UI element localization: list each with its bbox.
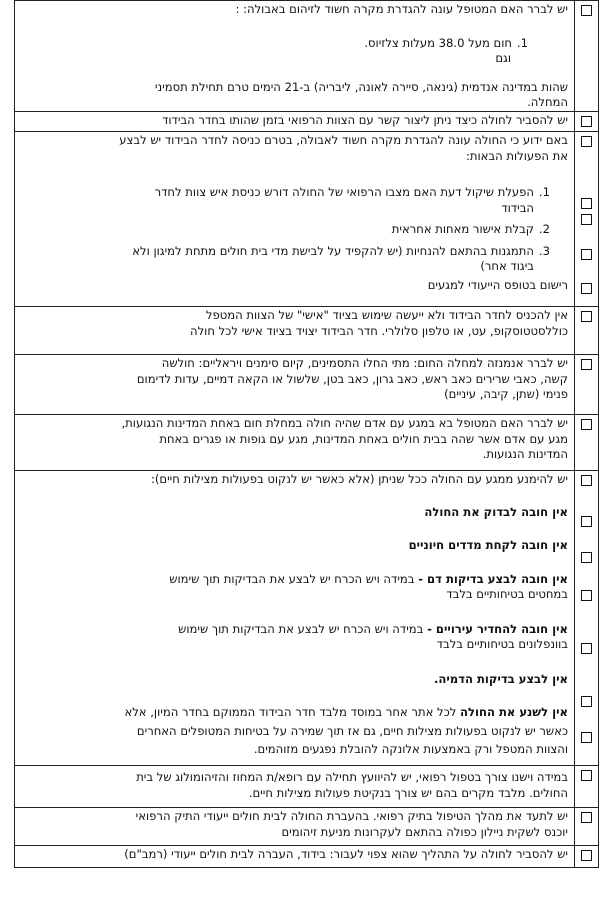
rule-bold: אין לשנע את החולה bbox=[460, 705, 568, 719]
row-text bbox=[15, 355, 575, 415]
rule-line bbox=[21, 505, 568, 521]
checklist-row bbox=[15, 307, 599, 355]
checkbox-cell bbox=[575, 132, 599, 307]
rule-line bbox=[21, 672, 568, 688]
text-line: יש לברר האם המטופל בא במגע עם אדם שהיה חולה במחלת חום באחת המדינות הנגועות, bbox=[121, 416, 568, 430]
text-line: שהות במדינה אנדמית (גינאה, סיירה לאונה, ליבריה) ב-21 הימים טרם תחילת תסמיני bbox=[154, 79, 568, 94]
checkbox[interactable] bbox=[581, 116, 592, 127]
text-line: פנימי (שתן, קיבה, עיניים) bbox=[444, 387, 568, 401]
rule-line bbox=[21, 538, 568, 554]
checklist-row bbox=[15, 415, 599, 471]
checkbox-cell bbox=[575, 307, 599, 355]
checkbox-cell bbox=[575, 808, 599, 846]
text-line: יש לברר האם המטופל עונה להגדרת מקרה חשוד לזיהום באבולה: : bbox=[235, 2, 568, 16]
checklist-row bbox=[15, 355, 599, 415]
text-line: יש להימנע ממגע עם החולה ככל שניתן (אלא כאשר יש לנקוט בפעולות מצילות חיים): bbox=[150, 472, 568, 486]
rule-line: והצוות המטפל ורק באמצעות אלונקה להובלת נפגעים מזוהמים. bbox=[253, 742, 568, 756]
step-line: ביגוד אחר) bbox=[480, 259, 534, 273]
rule-line: במחטים בטיחותיים בלבד bbox=[446, 587, 568, 601]
checkbox-cell bbox=[575, 111, 599, 132]
text-line: באם ידוע כי החולה עונה להגדרת מקרה חשוד לאבולה, בטרם כניסה לחדר הבידוד יש לבצע bbox=[119, 133, 568, 147]
text-line: את הפעולות הבאות: bbox=[465, 148, 568, 163]
checkbox[interactable] bbox=[581, 5, 592, 16]
checkbox[interactable] bbox=[581, 590, 592, 601]
text-line: יש להסביר לחולה על התהליך שהוא צפוי לעבור: בידוד, העברה לבית חולים ייעודי (רמב"ם) bbox=[124, 847, 568, 861]
text-line: המחלה. bbox=[527, 95, 568, 109]
step-line: הבידוד bbox=[501, 200, 534, 215]
checkbox[interactable] bbox=[581, 696, 592, 707]
checklist-row bbox=[15, 471, 599, 766]
checkbox[interactable] bbox=[581, 419, 592, 430]
text-line: אין להכניס לחדר הבידוד ולא ייעשה שימוש בציוד "אישי" של הצוות המטפל bbox=[205, 308, 568, 322]
checklist-row bbox=[15, 111, 599, 132]
step-line: 3.התמגנות בהתאם להנחיות (יש להקפיד על לבישת מדי בית חולים מתחת למיגון ולא bbox=[132, 243, 550, 258]
text-line: יש לברר אנמנזה למחלה החום: מתי החלו התסמינים, קיום סימנים ויראליים: חולשה bbox=[161, 356, 568, 370]
checkbox[interactable] bbox=[581, 770, 592, 781]
text-line: יוכנס לשקית ניילון כפולה בהתאם לעקרונות מניעת זיהומים bbox=[281, 824, 568, 839]
checkbox[interactable] bbox=[581, 732, 592, 743]
checkbox[interactable] bbox=[581, 643, 592, 654]
row-text bbox=[15, 766, 575, 808]
rule-bold: אין חובה לבצע בדיקות דם - bbox=[418, 571, 568, 586]
step-line: 1.הפעלת שיקול דעת האם מצבו הרפואי של החולה דורש כניסת איש צוות לחדר bbox=[154, 185, 550, 199]
checkbox[interactable] bbox=[581, 198, 592, 209]
list-number: 2. bbox=[538, 222, 550, 236]
checkbox-cell bbox=[575, 471, 599, 766]
rule-line: בוונפלונים בטיחותיים בלבד bbox=[436, 637, 568, 651]
checkbox[interactable] bbox=[581, 475, 592, 486]
text-line: החולים. מלבד מקרים בהם יש צורך בנקיטת פעולות מצילות חיים. bbox=[248, 785, 568, 800]
text-line: קשה, כאבי שרירים כאב ראש, כאב גרון, כאב בטן, שלשול או הקאה דמיים, עדות לדימום bbox=[136, 371, 568, 386]
rule-bold: אין לבצע בדיקות הדמיה. bbox=[433, 671, 568, 686]
rule-line: אין חובה לבצע בדיקות דם - במידה ויש הכרח יש לבצע את הבדיקות תוך שימוש bbox=[169, 571, 568, 586]
row-text bbox=[15, 471, 575, 766]
checklist-row bbox=[15, 766, 599, 808]
checklist-table bbox=[14, 0, 599, 868]
text-line: רישום בטופס הייעודי למגעים bbox=[427, 277, 568, 292]
row-text bbox=[15, 415, 575, 471]
text-line: 1.חום מעל 38.0 מעלות צלזיוס. bbox=[364, 35, 528, 50]
text-line: וגם bbox=[495, 51, 511, 65]
checkbox-cell bbox=[575, 766, 599, 808]
row-text bbox=[15, 307, 575, 355]
checklist-row bbox=[15, 808, 599, 846]
checkbox[interactable] bbox=[581, 552, 592, 563]
checkbox[interactable] bbox=[581, 516, 592, 527]
checklist-row bbox=[15, 132, 599, 307]
list-number: 1. bbox=[516, 35, 528, 50]
checkbox[interactable] bbox=[581, 850, 592, 861]
text-line: יש לתעד את מהלך הטיפול בתיק רפואי. בהעברת החולה לבית חולים ייעודי התיק הרפואי bbox=[135, 809, 568, 823]
step-line: 2.קבלת אישור מאחות אחראית bbox=[391, 222, 550, 236]
checkbox-cell bbox=[575, 1, 599, 112]
row-text bbox=[15, 132, 575, 307]
row-text bbox=[15, 1, 575, 112]
text-line: במידה וישנו צורך בטפול רפואי, יש להיוועץ תחילה עם רופא/ת המחוז והזיהומולוג של בית bbox=[136, 770, 568, 784]
rule-line: כאשר יש לנקוט בפעולות מצילות חיים, גם אז תוך שמירה על בטיחות המטופלים האחרים bbox=[136, 723, 568, 738]
rule-line: אין לשנע את החולה לכל אתר אחר במוסד מלבד חדר הבידוד הממוקם בחדר המיון, אלא bbox=[124, 705, 568, 719]
checkbox-cell bbox=[575, 415, 599, 471]
checkbox-cell bbox=[575, 355, 599, 415]
checkbox[interactable] bbox=[581, 812, 592, 823]
checklist-row bbox=[15, 1, 599, 112]
text-line: כוללסטטוסקופ, עט, או טלפון סלולרי. חדר הבידוד יצויד בציוד אישי לכל חולה bbox=[190, 323, 568, 338]
list-number: 1. bbox=[538, 185, 550, 199]
checkbox[interactable] bbox=[581, 359, 592, 370]
text-line: יש להסביר לחולה כיצד ניתן ליצור קשר עם הצוות הרפואי בזמן שהותו בחדר הבידוד bbox=[162, 112, 568, 127]
checklist-sheet bbox=[14, 0, 598, 924]
checklist-row bbox=[15, 846, 599, 868]
rule-bold: אין חובה לבדוק את החולה bbox=[424, 504, 568, 519]
rule-bold: אין חובה לקחת מדדים חיוניים bbox=[408, 538, 568, 552]
list-number: 3. bbox=[538, 243, 550, 258]
checkbox[interactable] bbox=[581, 249, 592, 260]
text-line: המדינות הנגועות. bbox=[482, 447, 568, 461]
row-text bbox=[15, 846, 575, 868]
checkbox[interactable] bbox=[581, 283, 592, 294]
row-text bbox=[15, 111, 575, 132]
checkbox[interactable] bbox=[581, 136, 592, 147]
checkbox-cell bbox=[575, 846, 599, 868]
row-text bbox=[15, 808, 575, 846]
checkbox[interactable] bbox=[581, 214, 592, 225]
checkbox[interactable] bbox=[581, 311, 592, 322]
rule-line: אין חובה להחדיר עירויים - במידה ויש הכרח יש לבצע את הבדיקות תוך שימוש bbox=[178, 621, 568, 636]
rule-bold: אין חובה להחדיר עירויים - bbox=[427, 621, 568, 636]
text-line: מגע עם אדם אשר שהה בבית חולים באחת המדינות, מגע עם גופות או פגרים באחת bbox=[159, 431, 568, 446]
